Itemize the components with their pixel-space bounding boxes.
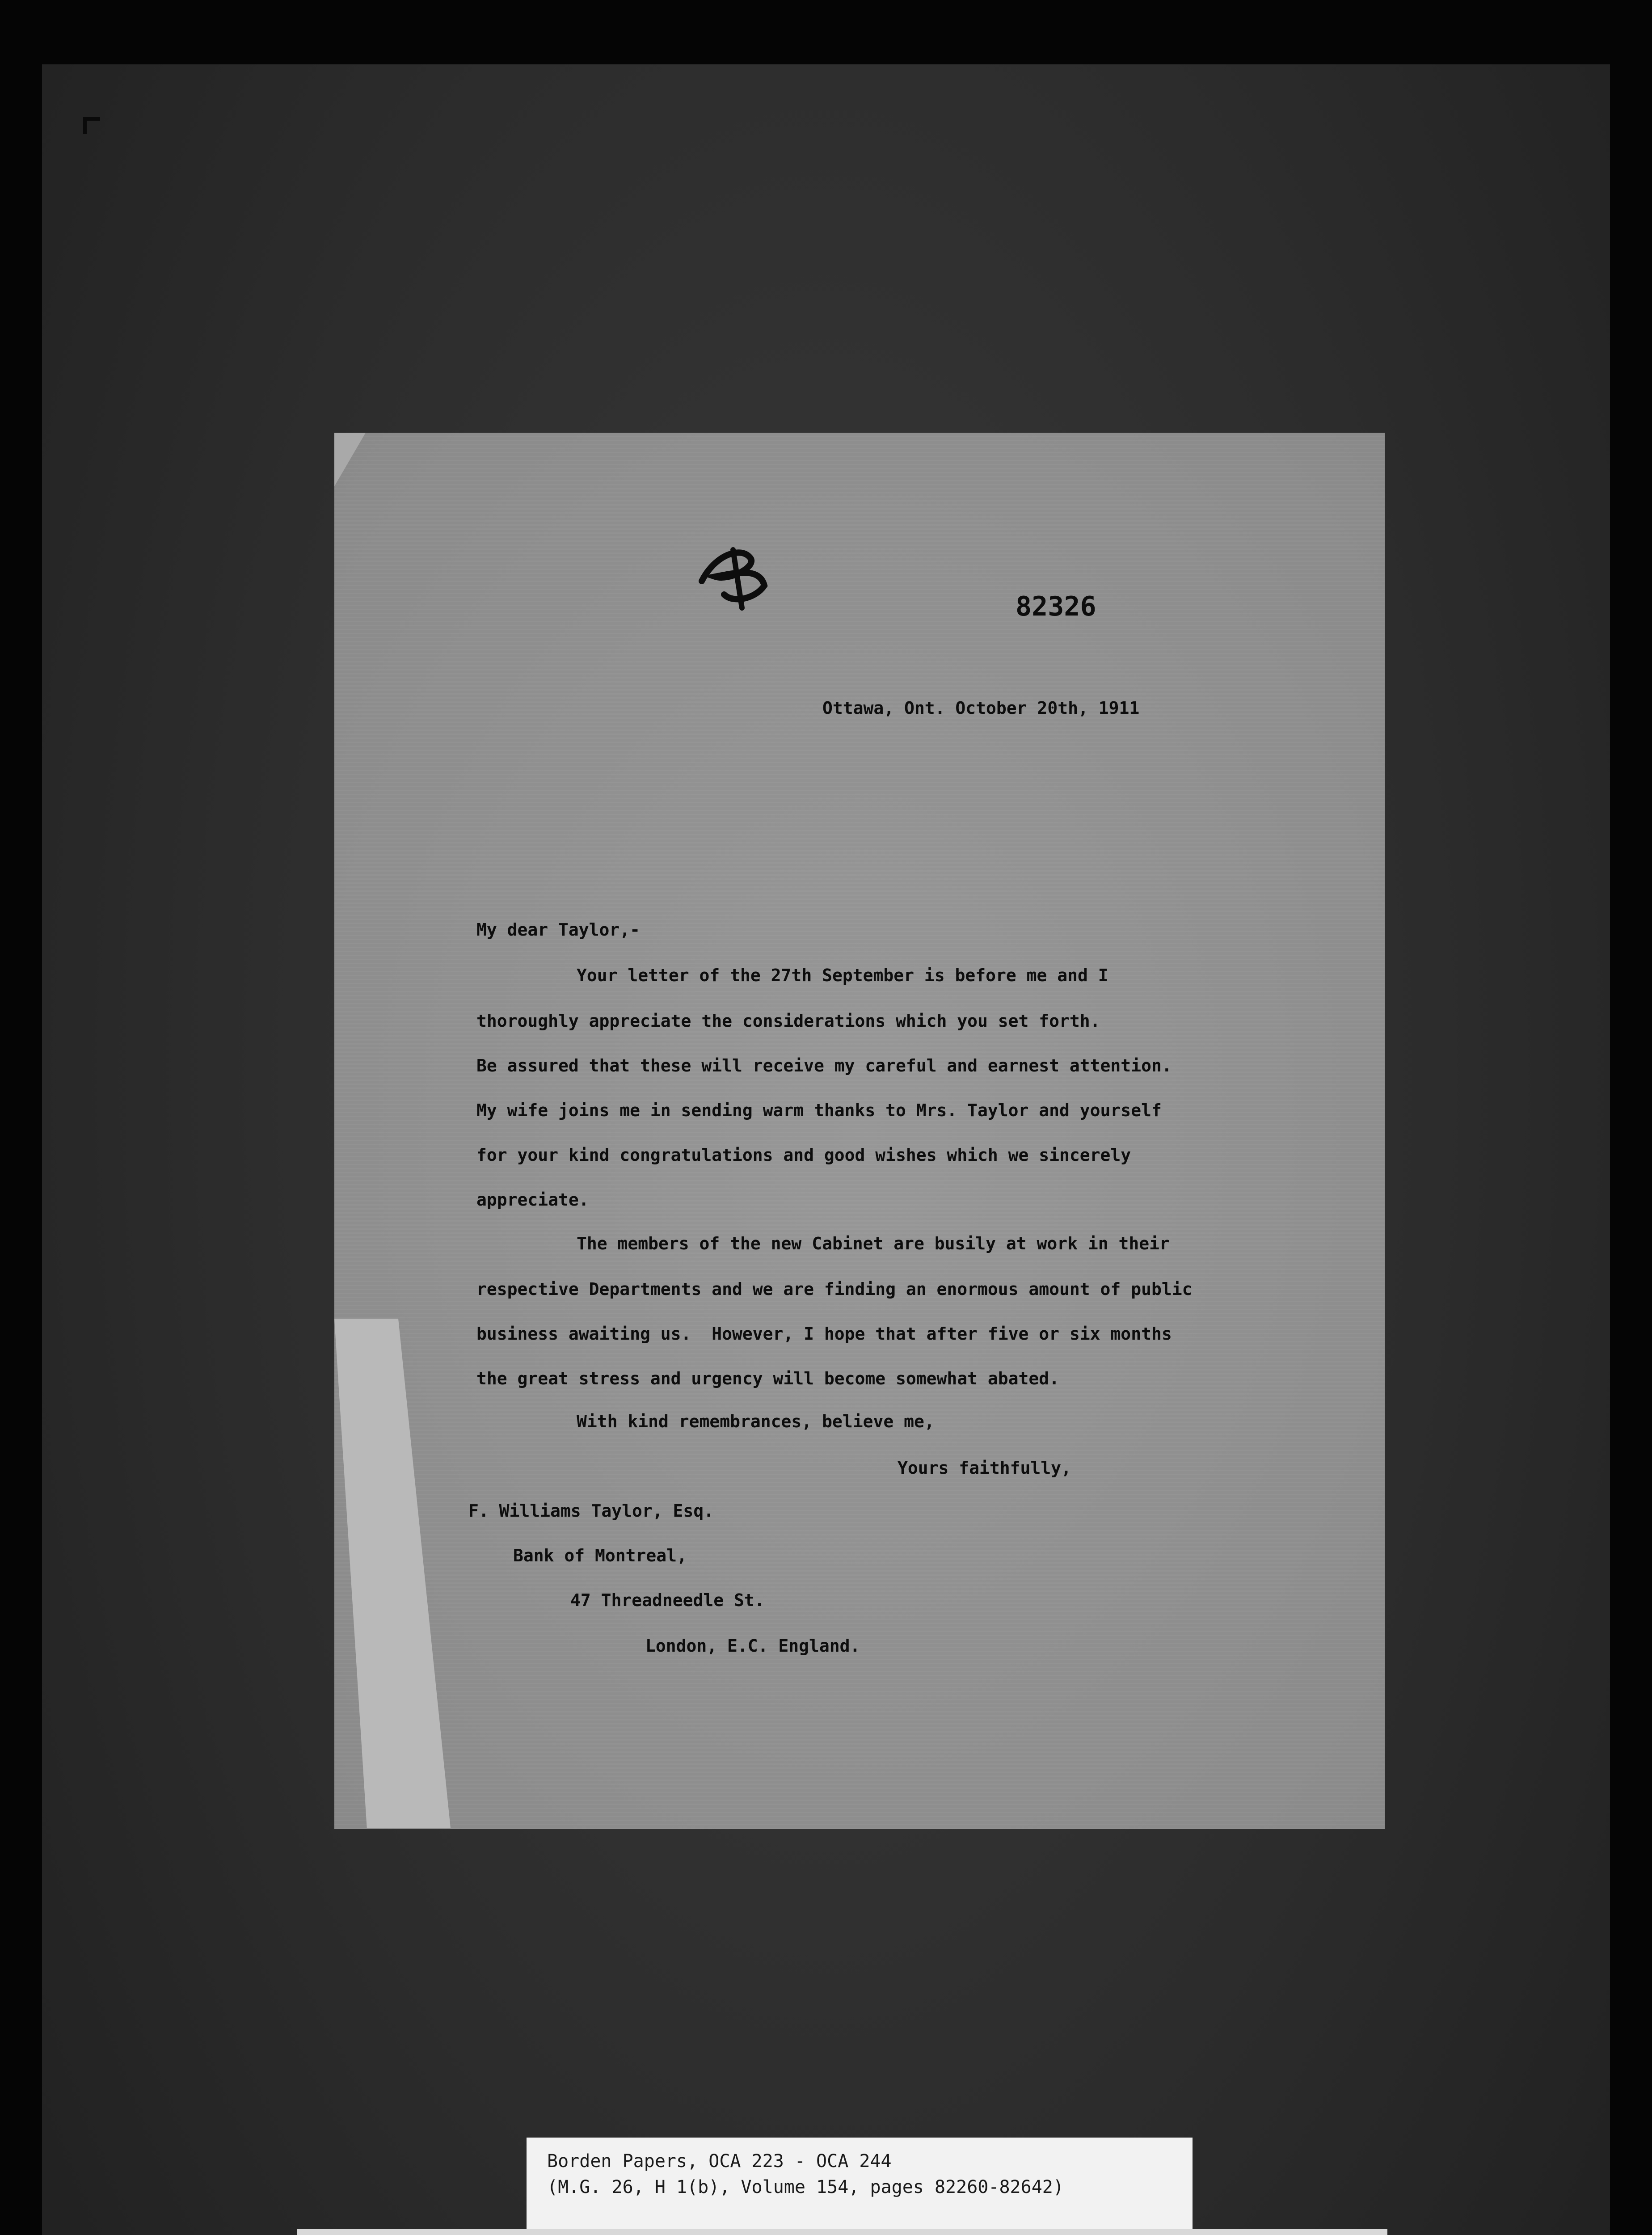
address-line: London, E.C. England. <box>645 1636 860 1656</box>
page-number: 82326 <box>1016 591 1096 622</box>
body-line: My wife joins me in sending warm thanks to Mrs. Taylor and yourself <box>476 1101 1162 1120</box>
body-line: appreciate. <box>476 1190 589 1210</box>
closing: Yours faithfully, <box>898 1458 1071 1478</box>
card-top-edge <box>297 2229 1387 2235</box>
body-line: respective Departments and we are finding an enormous amount of public <box>476 1279 1193 1299</box>
body-line: for your kind congratulations and good wishes which we sincerely <box>476 1145 1131 1165</box>
address-line: 47 Threadneedle St. <box>570 1590 765 1610</box>
body-line: thoroughly appreciate the considerations which you set forth. <box>476 1011 1100 1031</box>
salutation: My dear Taylor,- <box>476 920 641 940</box>
body-line: Your letter of the 27th September is before me and I <box>577 966 1108 985</box>
dateline: Ottawa, Ont. October 20th, 1911 <box>822 698 1140 718</box>
handwritten-initial-mark <box>688 527 778 617</box>
body-line: the great stress and urgency will become somewhat abated. <box>476 1369 1060 1388</box>
address-line: F. Williams Taylor, Esq. <box>468 1501 714 1521</box>
body-line: business awaiting us. However, I hope that after five or six months <box>476 1324 1172 1344</box>
body-line: Be assured that these will receive my careful and earnest attention. <box>476 1056 1172 1075</box>
body-line: The members of the new Cabinet are busily at work in their <box>577 1234 1170 1253</box>
letter-sheet <box>334 433 1385 1829</box>
body-line: With kind remembrances, believe me, <box>577 1412 935 1431</box>
reference-line-collection: Borden Papers, OCA 223 - OCA 244 <box>547 2151 892 2172</box>
reference-line-volume: (M.G. 26, H 1(b), Volume 154, pages 82260-82642) <box>547 2177 1064 2197</box>
address-line: Bank of Montreal, <box>513 1546 687 1565</box>
reference-slip <box>527 2138 1193 2231</box>
corner-mark-top-left <box>83 117 100 134</box>
